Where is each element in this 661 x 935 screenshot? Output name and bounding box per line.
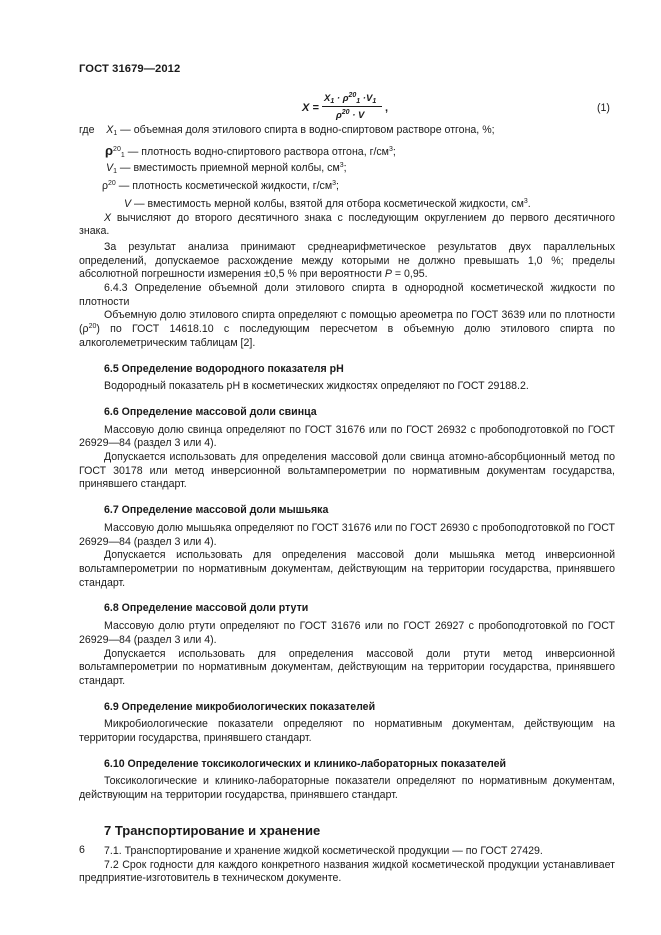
paragraph-result: За результат анализа принимают среднеарифметическое результатов двух параллельных определений, допускаемое расхождение между которыми не должно превышать 1,0 %; пределы абсолютной погрешности измерения ±0,5 % при вероятности P = 0,95. — [79, 240, 615, 281]
section-6-5-text: Водородный показатель pH в косметических жидкостях определяют по ГОСТ 29188.2. — [104, 380, 529, 393]
section-6-9-text: Микробиологические показатели определяют по нормативным документам, действующим на территории государства, принявшего стандарт. — [79, 718, 615, 745]
document-body — [79, 124, 615, 886]
definition-rho20: $\rho^{20}$ — плотность косметической жидкости, $г/см^3$; — [102, 180, 339, 193]
section-6-7-title: 6.7 Определение массовой доли мышьяка — [104, 504, 329, 517]
paragraph-rounding: X вычисляют до второго десятичного знака с последующим округлением до первого десятичного знака. — [79, 211, 615, 238]
formula-lhs: X = — [302, 102, 319, 114]
section-6-5-title: 6.5 Определение водородного показателя pH — [104, 362, 344, 375]
definition-v: V — вместимость мерной колбы, взятой для отбора косметической жидкости, $см^3$. — [124, 197, 531, 210]
section-6-10-title: 6.10 Определение токсикологических и клинико-лабораторных показателей — [104, 757, 507, 770]
section-6-8-text-2: Допускается использовать для определения массовой доли ртути метод инверсионной вольтамперометрии по нормативным документам, действующим на территории государства, принявшего стандарт. — [79, 647, 615, 687]
definition-x1: где $X_1$ — объемная доля этилового спирта в водно-спиртовом растворе отгона, %; — [79, 124, 495, 137]
section-6-8-title: 6.8 Определение массовой доли ртути — [104, 602, 309, 615]
section-6-10-text: Токсикологические и клинико-лабораторные показатели определяют по нормативным документам, действующим на территории государства, принявшего стандарт. — [79, 775, 615, 802]
section-6-7-text-2: Допускается использовать для определения массовой доли мышьяка метод инверсионной вольтамперометрии по нормативным документам, действующим на территории государства, принявшего стандарт. — [79, 549, 615, 589]
document-header: ГОСТ 31679—2012 — [79, 63, 181, 75]
fraction-bar — [322, 106, 382, 107]
definition-rho1: $\rho^{20}_1$ — плотность водно-спиртового раствора отгона, $г/см^3$; — [105, 142, 396, 159]
page-number: 6 — [79, 844, 85, 856]
formula-comma: , — [385, 102, 389, 114]
chapter-7-text-1: 7.1. Транспортирование и хранение жидкой косметической продукции — по ГОСТ 27429. — [104, 844, 543, 857]
paragraph-6-4-3: 6.4.3 Определение объемной доли этилового спирта в однородной косметической жидкости по плотности — [79, 282, 615, 308]
section-6-8-text-1: Массовую долю ртути определяют по ГОСТ 31676 или по ГОСТ 26927 с пробоподготовкой по ГОСТ 26929—84 (раздел 3 или 4). — [79, 620, 615, 646]
chapter-7-title: 7 Транспортирование и хранение — [104, 822, 321, 838]
formula-numerator: $X_1 \cdot \rho^{20}_1 \cdot V_1$ — [324, 92, 377, 105]
definition-v1: $V_1$ — вместимость приемной мерной колбы, $см^3$; — [106, 162, 347, 176]
section-6-6-text-2: Допускается использовать для определения массовой доли свинца атомно-абсорбционный метод по ГОСТ 30178 или метод инверсионной вольтамперометрии по нормативным документам государства, принявшего стандарт. — [79, 451, 615, 491]
section-6-6-title: 6.6 Определение массовой доли свинца — [104, 405, 317, 418]
formula-1 — [302, 90, 392, 126]
section-6-9-title: 6.9 Определение микробиологических показателей — [104, 700, 376, 713]
section-6-6-text-1: Массовую долю свинца определяют по ГОСТ 31676 или по ГОСТ 26932 с пробоподготовкой по ГОСТ 26929—84 (раздел 3 или 4). — [79, 423, 615, 450]
section-6-7-text-1: Массовую долю мышьяка определяют по ГОСТ 31676 или по ГОСТ 26930 с пробоподготовкой по ГОСТ 26929—84 (раздел 3 или 4). — [79, 521, 615, 548]
paragraph-areometer: Объемную долю этилового спирта определяют с помощью ареометра по ГОСТ 3639 или по плотности $(\rho^{20})$ по ГОСТ 14618.10 с последующим пересчетом в объемную долю этилового спирта по алкоголеметрическим таблицам [2]. — [79, 309, 615, 349]
formula-denominator: $\rho^{20} \cdot V$ — [336, 109, 365, 121]
chapter-7-text-2: 7.2 Срок годности для каждого конкретного названия жидкой косметической продукции устанавливает предприятие-изготовитель в техническом документе. — [79, 858, 615, 885]
formula-number: (1) — [597, 102, 610, 114]
